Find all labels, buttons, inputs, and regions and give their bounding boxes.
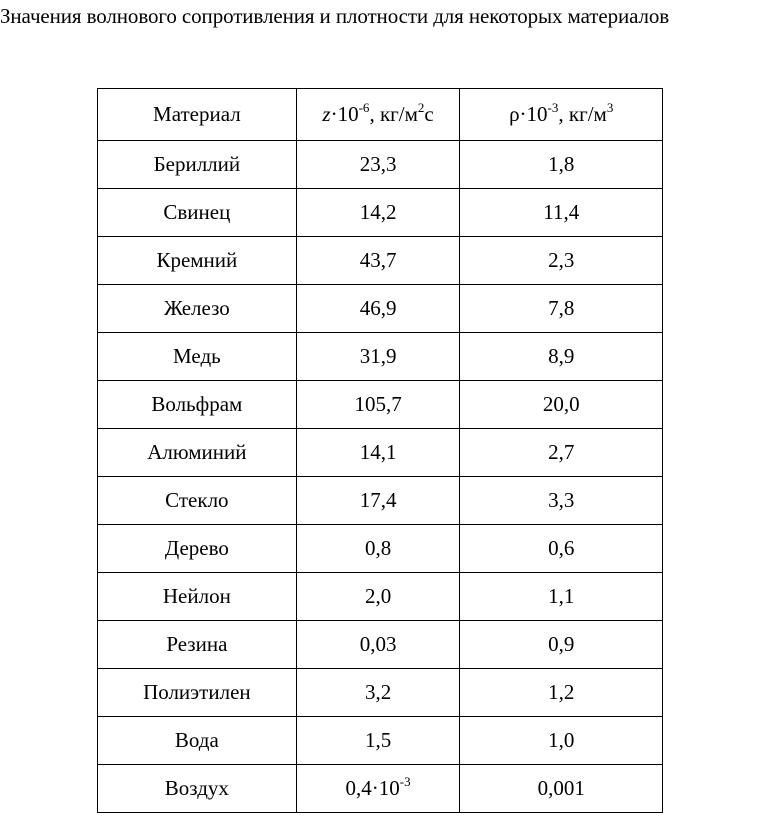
- table-row: [98, 381, 663, 429]
- table-row: [98, 477, 663, 525]
- page-title: Значения волнового сопротивления и плотности для некоторых материалов: [0, 4, 670, 28]
- cell-impedance: 0,03: [296, 621, 460, 669]
- header-material: Материал: [98, 89, 297, 141]
- cell-density: 2,3: [460, 237, 663, 285]
- cell-material: Полиэтилен: [98, 669, 297, 717]
- z-unit-tail: с: [424, 102, 434, 126]
- cell-material: Нейлон: [98, 573, 297, 621]
- cell-impedance: 2,0: [296, 573, 460, 621]
- table-row: [98, 525, 663, 573]
- cell-density: 2,7: [460, 429, 663, 477]
- cell-material: Стекло: [98, 477, 297, 525]
- cell-impedance: 17,4: [296, 477, 460, 525]
- cell-material: Бериллий: [98, 141, 297, 189]
- table-header-row: [98, 89, 663, 141]
- header-impedance: [296, 89, 460, 141]
- rho-unit-exponent: 3: [606, 100, 614, 115]
- table-row: [98, 765, 663, 813]
- cell-impedance: 23,3: [296, 141, 460, 189]
- table-row: [98, 621, 663, 669]
- z-unit: , кг/м: [369, 102, 418, 126]
- header-density: [460, 89, 663, 141]
- cell-impedance: 0,8: [296, 525, 460, 573]
- rho-unit: , кг/м: [558, 102, 607, 126]
- cell-material: Железо: [98, 285, 297, 333]
- cell-density: 7,8: [460, 285, 663, 333]
- cell-material: Дерево: [98, 525, 297, 573]
- cell-impedance: 43,7: [296, 237, 460, 285]
- table-row: [98, 333, 663, 381]
- cell-material: Вода: [98, 717, 297, 765]
- air-impedance-exponent: -3: [399, 774, 411, 789]
- cell-material: Кремний: [98, 237, 297, 285]
- cell-impedance: 1,5: [296, 717, 460, 765]
- cell-material: Медь: [98, 333, 297, 381]
- z-unit-exponent: 2: [417, 100, 425, 115]
- table-row: [98, 669, 663, 717]
- z-multiplier: ·10: [330, 102, 359, 126]
- cell-density: 0,001: [460, 765, 663, 813]
- cell-density: 1,1: [460, 573, 663, 621]
- table-row: [98, 285, 663, 333]
- rho-multiplier: ·10: [519, 102, 548, 126]
- cell-density: 8,9: [460, 333, 663, 381]
- cell-material: Воздух: [98, 765, 297, 813]
- cell-impedance: 31,9: [296, 333, 460, 381]
- cell-density: 20,0: [460, 381, 663, 429]
- z-exponent: -6: [358, 100, 370, 115]
- cell-density: 0,6: [460, 525, 663, 573]
- cell-impedance: [296, 765, 460, 813]
- cell-density: 0,9: [460, 621, 663, 669]
- table-row: [98, 717, 663, 765]
- cell-material: Алюминий: [98, 429, 297, 477]
- cell-density: 1,8: [460, 141, 663, 189]
- materials-table: [97, 88, 663, 813]
- table-row: [98, 237, 663, 285]
- cell-impedance: 105,7: [296, 381, 460, 429]
- cell-density: 11,4: [460, 189, 663, 237]
- cell-material: Резина: [98, 621, 297, 669]
- cell-impedance: 3,2: [296, 669, 460, 717]
- table-row: [98, 189, 663, 237]
- cell-impedance: 14,1: [296, 429, 460, 477]
- cell-material: Свинец: [98, 189, 297, 237]
- air-impedance-base: 0,4·10: [345, 776, 400, 800]
- cell-impedance: 46,9: [296, 285, 460, 333]
- table-row: [98, 429, 663, 477]
- cell-density: 1,2: [460, 669, 663, 717]
- cell-density: 3,3: [460, 477, 663, 525]
- table-row: [98, 141, 663, 189]
- rho-exponent: -3: [547, 100, 559, 115]
- cell-impedance: 14,2: [296, 189, 460, 237]
- cell-density: 1,0: [460, 717, 663, 765]
- cell-material: Вольфрам: [98, 381, 297, 429]
- rho-symbol: ρ: [509, 102, 520, 126]
- z-symbol: z: [322, 102, 331, 126]
- table-row: [98, 573, 663, 621]
